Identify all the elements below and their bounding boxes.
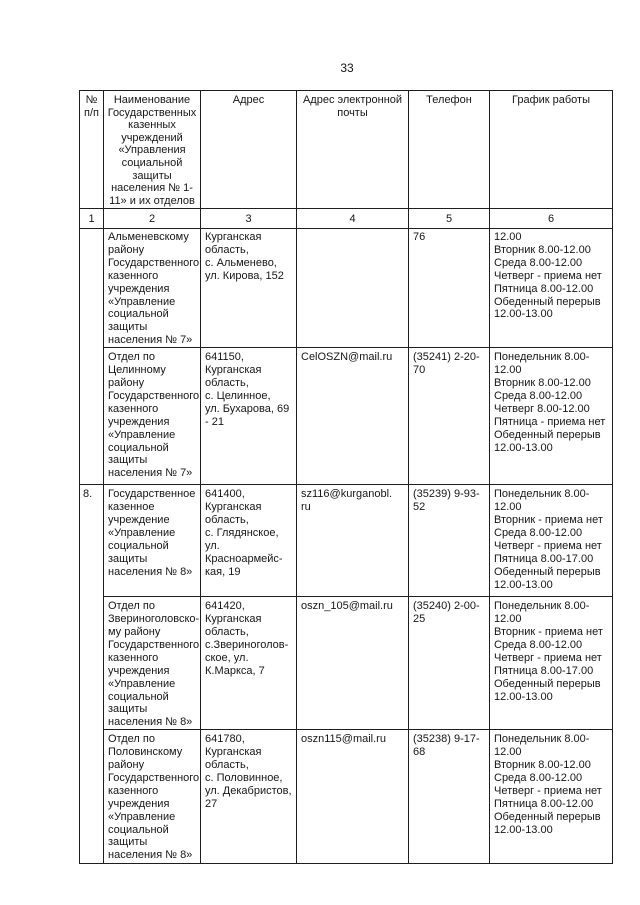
phone-cell: (35239) 9-93- 52 <box>409 485 490 597</box>
column-number: 3 <box>201 209 297 229</box>
column-number: 1 <box>80 209 104 229</box>
header-phone: Телефон <box>409 91 490 209</box>
header-row-number: № п/п <box>80 91 104 209</box>
institution-name-cell: Отдел по Целинному району Государственного казенного учреждения «Управление социальной защиты населения № 7» <box>104 348 201 485</box>
email-cell: sz116@kurganobl. ru <box>297 485 409 597</box>
institution-name-cell: Государственное казенное учреждение «Управление социальной защиты населения № 8» <box>104 485 201 597</box>
address-cell: Курганская область, с. Альменево, ул. Кирова, 152 <box>201 229 297 348</box>
column-numbers-row <box>80 209 613 229</box>
schedule-cell: 12.00 Вторник 8.00-12.00 Среда 8.00-12.00 Четверг - приема нет Пятница 8.00-12.00 Обеденный перерыв 12.00-13.00 <box>490 229 613 348</box>
phone-cell: 76 <box>409 229 490 348</box>
page-number: 33 <box>340 61 354 75</box>
institution-name-cell: Отдел по Звериноголовско- му району Государственного казенного учреждения «Управление социальной защиты населения № 8» <box>104 597 201 730</box>
institution-name-cell: Отдел по Половинскому району Государственного казенного учреждения «Управление социальной защиты населения № 8» <box>104 730 201 864</box>
column-number: 2 <box>104 209 201 229</box>
row-number-cell <box>80 229 104 485</box>
email-cell: oszn115@mail.ru <box>297 730 409 864</box>
table-row <box>80 348 613 485</box>
phone-cell: (35238) 9-17- 68 <box>409 730 490 864</box>
phone-cell: (35240) 2-00- 25 <box>409 597 490 730</box>
email-cell: oszn_105@mail.ru <box>297 597 409 730</box>
address-cell: 641400, Курганская область, с. Глядянское, ул. Красноармейс- кая, 19 <box>201 485 297 597</box>
schedule-cell: Понедельник 8.00- 12.00 Вторник - приема нет Среда 8.00-12.00 Четверг - приема нет Пятница 8.00-17.00 Обеденный перерыв 12.00-13.00 <box>490 485 613 597</box>
row-number-cell: 8. <box>80 485 104 864</box>
address-cell: 641150, Курганская область, с. Целинное, ул. Бухарова, 69 - 21 <box>201 348 297 485</box>
column-number: 4 <box>297 209 409 229</box>
table-row <box>80 485 613 597</box>
email-cell <box>297 229 409 348</box>
header-address: Адрес <box>201 91 297 209</box>
address-cell: 641780, Курганская область, с. Половинное, ул. Декабристов, 27 <box>201 730 297 864</box>
header-institution-name: Наименование Государственных казенных учреждений «Управления социальной защиты населения № 1- 11» и их отделов <box>104 91 201 209</box>
table-row <box>80 597 613 730</box>
header-email: Адрес электронной почты <box>297 91 409 209</box>
schedule-cell: Понедельник 8.00- 12.00 Вторник - приема нет Среда 8.00-12.00 Четверг - приема нет Пятница 8.00-17.00 Обеденный перерыв 12.00-13.00 <box>490 597 613 730</box>
institution-name-cell: Альменевскому району Государственного казенного учреждения «Управление социальной защиты населения № 7» <box>104 229 201 348</box>
schedule-cell: Понедельник 8.00- 12.00 Вторник 8.00-12.00 Среда 8.00-12.00 Четверг - приема нет Пятница 8.00-12.00 Обеденный перерыв 12.00-13.00 <box>490 730 613 864</box>
column-number: 5 <box>409 209 490 229</box>
column-number: 6 <box>490 209 613 229</box>
table-row <box>80 229 613 348</box>
table-header-row <box>80 91 613 209</box>
schedule-cell: Понедельник 8.00- 12.00 Вторник 8.00-12.00 Среда 8.00-12.00 Четверг 8.00-12.00 Пятница - приема нет Обеденный перерыв 12.00-13.00 <box>490 348 613 485</box>
table-row <box>80 730 613 864</box>
header-schedule: График работы <box>490 91 613 209</box>
email-cell: CelOSZN@mail.ru <box>297 348 409 485</box>
phone-cell: (35241) 2-20- 70 <box>409 348 490 485</box>
social-protection-offices-table <box>79 90 613 864</box>
address-cell: 641420, Курганская область, с.Звериноголов- ское, ул. К.Маркса, 7 <box>201 597 297 730</box>
